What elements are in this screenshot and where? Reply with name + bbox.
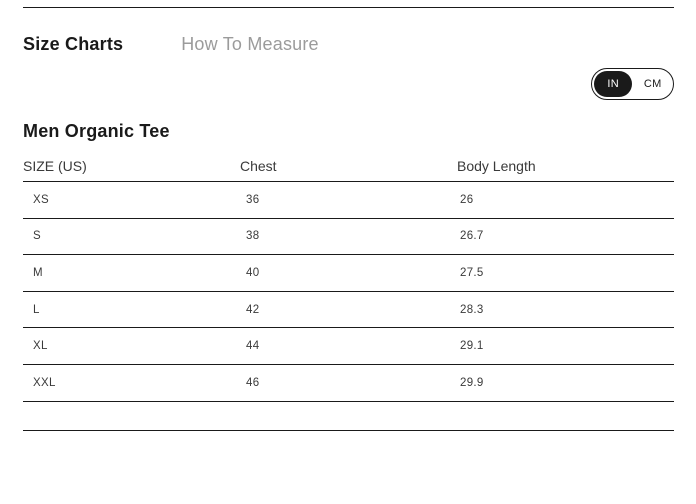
cell-size: L [33,303,40,316]
unit-option-in[interactable]: IN [594,71,632,97]
cell-chest: 44 [246,340,260,353]
unit-toggle[interactable] [591,68,674,100]
cell-size: XXL [33,376,56,389]
table-row [23,365,674,402]
header-size: SIZE (US) [23,157,87,174]
cell-size: S [33,230,41,243]
table-row [23,219,674,256]
cell-chest: 38 [246,230,260,243]
cell-chest: 46 [246,376,260,389]
table-row [23,328,674,365]
cell-body-length: 27.5 [460,266,484,279]
unit-option-cm[interactable]: CM [643,78,662,90]
table-header [23,150,674,182]
tab-size-charts[interactable]: Size Charts [23,34,124,54]
table-row [23,292,674,329]
cell-body-length: 26 [460,193,474,206]
table-row [23,255,674,292]
cell-body-length: 28.3 [460,303,484,316]
header-body-length: Body Length [457,157,536,174]
cell-chest: 42 [246,303,260,316]
tab-bar [23,34,319,55]
cell-size: XL [33,340,48,353]
cell-body-length: 29.1 [460,340,484,353]
cell-chest: 40 [246,266,260,279]
cell-size: M [33,266,43,279]
top-divider [23,7,674,8]
table-footer-spacer [23,402,674,431]
size-table [23,150,674,431]
table-row [23,182,674,219]
tab-how-to-measure[interactable]: How To Measure [181,34,319,54]
header-chest: Chest [240,157,277,174]
cell-body-length: 29.9 [460,376,484,389]
cell-body-length: 26.7 [460,230,484,243]
cell-chest: 36 [246,193,260,206]
cell-size: XS [33,193,49,206]
chart-title: Men Organic Tee [23,121,170,141]
